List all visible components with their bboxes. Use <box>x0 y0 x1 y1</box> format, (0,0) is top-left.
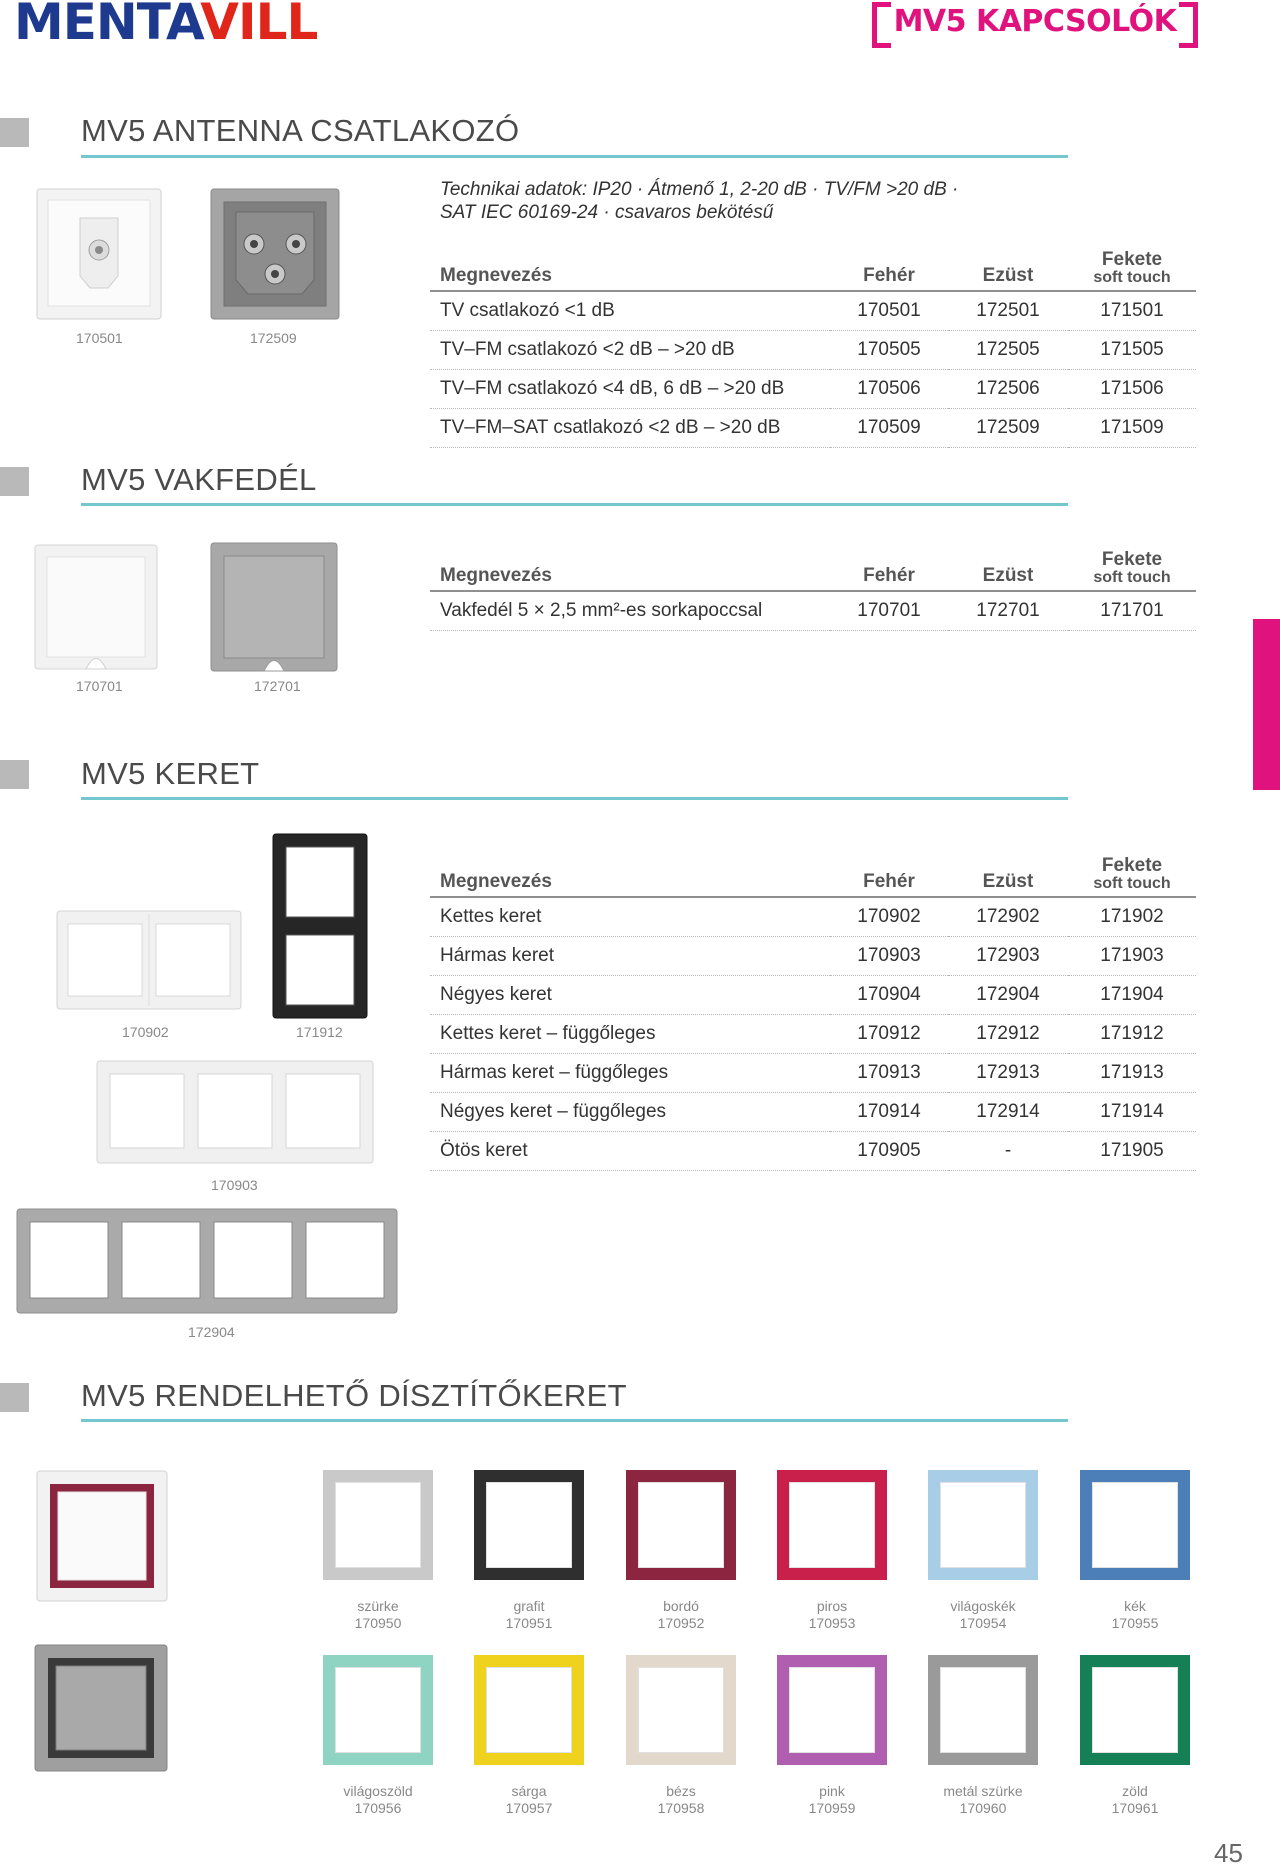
decor-frame-swatch <box>1080 1470 1190 1580</box>
cell-black: 171912 <box>1068 1015 1196 1054</box>
decor-frame-label <box>298 1783 458 1817</box>
cell-silver: 172902 <box>948 897 1068 937</box>
cell-black: 171902 <box>1068 897 1196 937</box>
decor-frame-sample-white-bordo-image <box>36 1470 168 1602</box>
cell-name: TV–FM csatlakozó <4 dB, 6 dB – >20 dB <box>430 370 830 409</box>
image-code: 170902 <box>122 1024 169 1040</box>
triple-frame-white-image <box>96 1060 374 1164</box>
frame-product-table <box>430 850 1196 1171</box>
category-heading <box>872 2 1198 40</box>
decor-frame-label <box>903 1598 1063 1632</box>
page-number: 45 <box>1214 1838 1243 1868</box>
cell-name: TV–FM–SAT csatlakozó <2 dB – >20 dB <box>430 409 830 448</box>
cell-silver: 172904 <box>948 976 1068 1015</box>
cell-white: 170912 <box>830 1015 948 1054</box>
cell-name: TV csatlakozó <1 dB <box>430 291 830 331</box>
cell-silver: - <box>948 1132 1068 1171</box>
decor-frame-code: 170954 <box>959 1615 1007 1631</box>
image-code: 172904 <box>188 1324 235 1340</box>
decor-frame-swatch <box>777 1470 887 1580</box>
decor-frame-label <box>449 1598 609 1632</box>
column-header-label: Fehér <box>863 565 915 586</box>
cell-name: Hármas keret <box>430 937 830 976</box>
cell-white: 170914 <box>830 1093 948 1132</box>
technical-data <box>440 178 958 224</box>
brand-logo <box>14 0 318 51</box>
column-header-black <box>1068 244 1196 291</box>
decor-frame-code: 170958 <box>657 1800 705 1816</box>
column-header-black <box>1068 850 1196 897</box>
column-header-white <box>830 244 948 291</box>
decor-frame-color-name: bézs <box>666 1783 696 1799</box>
decor-frame-color-name: zöld <box>1122 1783 1148 1799</box>
table-row <box>430 591 1196 631</box>
quadruple-frame-silver-image <box>16 1208 398 1314</box>
decor-frame-swatch <box>928 1655 1038 1765</box>
table-header-row <box>430 544 1196 591</box>
image-code: 170701 <box>76 678 123 694</box>
cell-black: 171509 <box>1068 409 1196 448</box>
cell-white: 170913 <box>830 1054 948 1093</box>
decor-frame-code: 170953 <box>808 1615 856 1631</box>
column-header-silver <box>948 544 1068 591</box>
decor-frame-label <box>601 1598 761 1632</box>
table-row <box>430 897 1196 937</box>
decor-frame-swatch <box>928 1470 1038 1580</box>
cell-silver: 172506 <box>948 370 1068 409</box>
cell-white: 170903 <box>830 937 948 976</box>
technical-data-line-1: Technikai adatok: IP20 · Átmenő 1, 2-20 dB · TV/FM >20 dB · <box>440 179 959 200</box>
column-header-label: Fehér <box>863 265 915 286</box>
section-underline <box>81 1419 1068 1422</box>
image-code: 170903 <box>211 1177 258 1193</box>
logo-text-part2: VILL <box>200 0 318 51</box>
cell-white: 170501 <box>830 291 948 331</box>
cell-black: 171914 <box>1068 1093 1196 1132</box>
decor-frame-label <box>298 1598 458 1632</box>
section-title-diszitokeret: MV5 RENDELHETŐ DÍSZTÍTŐKERET <box>81 1378 627 1413</box>
cell-black: 171501 <box>1068 291 1196 331</box>
cell-white: 170902 <box>830 897 948 937</box>
table-row <box>430 291 1196 331</box>
image-code: 172701 <box>254 678 301 694</box>
decor-frame-label <box>601 1783 761 1817</box>
cell-white: 170701 <box>830 591 948 631</box>
cell-name: Hármas keret – függőleges <box>430 1054 830 1093</box>
decor-frame-code: 170961 <box>1111 1800 1159 1816</box>
cell-silver: 172509 <box>948 409 1068 448</box>
decor-frame-label <box>752 1783 912 1817</box>
decor-frame-swatch <box>1080 1655 1190 1765</box>
column-header-sublabel: soft touch <box>1093 269 1171 286</box>
cell-silver: 172701 <box>948 591 1068 631</box>
decor-frame-label <box>903 1783 1063 1817</box>
column-header-label: Fekete <box>1101 549 1163 570</box>
cell-white: 170509 <box>830 409 948 448</box>
section-underline <box>81 797 1068 800</box>
cell-silver: 172912 <box>948 1015 1068 1054</box>
decor-frame-swatch <box>474 1470 584 1580</box>
section-marker <box>0 1383 29 1412</box>
cell-name: Ötös keret <box>430 1132 830 1171</box>
column-header-label: Megnevezés <box>440 871 552 892</box>
blank-cover-white-image <box>34 544 158 670</box>
cell-black: 171905 <box>1068 1132 1196 1171</box>
cell-silver: 172913 <box>948 1054 1068 1093</box>
section-marker <box>0 467 29 496</box>
column-header-silver <box>948 850 1068 897</box>
antenna-socket-silver-image <box>210 188 340 320</box>
cell-black: 171505 <box>1068 331 1196 370</box>
column-header-label: Fekete <box>1101 855 1163 876</box>
cell-black: 171913 <box>1068 1054 1196 1093</box>
cell-name: Négyes keret – függőleges <box>430 1093 830 1132</box>
column-header-label: Ezüst <box>982 565 1034 586</box>
decor-frame-color-name: pink <box>819 1783 845 1799</box>
cell-silver: 172914 <box>948 1093 1068 1132</box>
section-underline <box>81 503 1068 506</box>
decor-frame-code: 170957 <box>505 1800 553 1816</box>
decor-frame-sample-silver-graphite-image <box>34 1644 168 1772</box>
side-tab-marker <box>1253 619 1280 790</box>
cell-silver: 172501 <box>948 291 1068 331</box>
cell-name: Kettes keret – függőleges <box>430 1015 830 1054</box>
cell-white: 170505 <box>830 331 948 370</box>
blank-cover-silver-image <box>210 542 338 672</box>
decor-frame-color-name: bordó <box>663 1598 699 1614</box>
image-code: 172509 <box>250 330 297 346</box>
cell-black: 171903 <box>1068 937 1196 976</box>
cell-name: Vakfedél 5 × 2,5 mm²-es sorkapoccsal <box>430 591 830 631</box>
section-title-keret: MV5 KERET <box>81 756 260 791</box>
column-header-name <box>430 544 830 591</box>
decor-frame-code: 170951 <box>505 1615 553 1631</box>
decor-frame-code: 170952 <box>657 1615 705 1631</box>
decor-frame-label <box>752 1598 912 1632</box>
column-header-name <box>430 244 830 291</box>
cell-black: 171701 <box>1068 591 1196 631</box>
table-row <box>430 409 1196 448</box>
decor-frame-color-name: szürke <box>357 1598 399 1614</box>
section-marker <box>0 118 29 147</box>
table-row <box>430 331 1196 370</box>
cell-black: 171904 <box>1068 976 1196 1015</box>
antenna-product-table <box>430 244 1196 448</box>
table-row <box>430 937 1196 976</box>
cell-name: Négyes keret <box>430 976 830 1015</box>
decor-frame-code: 170960 <box>959 1800 1007 1816</box>
table-header-row <box>430 244 1196 291</box>
cell-white: 170905 <box>830 1132 948 1171</box>
decor-frame-color-name: világoszöld <box>343 1783 413 1799</box>
technical-data-line-2: SAT IEC 60169-24 · csavaros bekötésű <box>440 202 774 223</box>
section-title-antenna: MV5 ANTENNA CSATLAKOZÓ <box>81 113 520 148</box>
section-title-vakfedel: MV5 VAKFEDÉL <box>81 462 317 497</box>
decor-frame-swatch <box>474 1655 584 1765</box>
decor-frame-swatch <box>323 1470 433 1580</box>
table-row <box>430 1054 1196 1093</box>
decor-frame-label <box>449 1783 609 1817</box>
column-header-label: Fekete <box>1101 249 1163 270</box>
section-underline <box>81 155 1068 158</box>
cell-name: Kettes keret <box>430 897 830 937</box>
decor-frame-swatch <box>626 1470 736 1580</box>
decor-frame-swatch <box>777 1655 887 1765</box>
column-header-label: Ezüst <box>982 871 1034 892</box>
decor-frame-color-name: világoskék <box>950 1598 1016 1614</box>
table-row <box>430 1015 1196 1054</box>
decor-frame-code: 170950 <box>354 1615 402 1631</box>
table-row <box>430 1132 1196 1171</box>
decor-frame-color-name: grafit <box>513 1598 545 1614</box>
section-marker <box>0 760 29 789</box>
antenna-socket-white-image <box>36 188 162 320</box>
logo-text-part1: MENTA <box>14 0 201 51</box>
cell-white: 170904 <box>830 976 948 1015</box>
cell-name: TV–FM csatlakozó <2 dB – >20 dB <box>430 331 830 370</box>
cell-silver: 172505 <box>948 331 1068 370</box>
column-header-label: Ezüst <box>982 265 1034 286</box>
column-header-white <box>830 544 948 591</box>
table-row <box>430 976 1196 1015</box>
double-frame-vertical-black-image <box>272 833 368 1019</box>
decor-frame-color-name: metál szürke <box>943 1783 1023 1799</box>
decor-frame-color-name: kék <box>1124 1598 1146 1614</box>
cell-white: 170506 <box>830 370 948 409</box>
image-code: 170501 <box>76 330 123 346</box>
column-header-silver <box>948 244 1068 291</box>
decor-frame-label <box>1055 1783 1215 1817</box>
double-frame-white-image <box>56 910 242 1010</box>
decor-frame-code: 170959 <box>808 1800 856 1816</box>
decor-frame-code: 170956 <box>354 1800 402 1816</box>
column-header-label: Megnevezés <box>440 565 552 586</box>
decor-frame-swatch <box>323 1655 433 1765</box>
decor-frame-color-name: piros <box>816 1598 848 1614</box>
category-title: MV5 KAPCSOLÓK <box>893 4 1177 39</box>
table-row <box>430 1093 1196 1132</box>
table-header-row <box>430 850 1196 897</box>
column-header-label: Fehér <box>863 871 915 892</box>
column-header-white <box>830 850 948 897</box>
column-header-label: Megnevezés <box>440 265 552 286</box>
decor-frame-label <box>1055 1598 1215 1632</box>
cell-black: 171506 <box>1068 370 1196 409</box>
column-header-name <box>430 850 830 897</box>
bracket-right <box>1179 2 1198 48</box>
cell-silver: 172903 <box>948 937 1068 976</box>
column-header-sublabel: soft touch <box>1093 875 1171 892</box>
decor-frame-color-name: sárga <box>511 1783 547 1799</box>
column-header-black <box>1068 544 1196 591</box>
column-header-sublabel: soft touch <box>1093 569 1171 586</box>
table-row <box>430 370 1196 409</box>
image-code: 171912 <box>296 1024 343 1040</box>
decor-frame-swatch <box>626 1655 736 1765</box>
decor-frame-code: 170955 <box>1111 1615 1159 1631</box>
blank-cover-product-table <box>430 544 1196 631</box>
